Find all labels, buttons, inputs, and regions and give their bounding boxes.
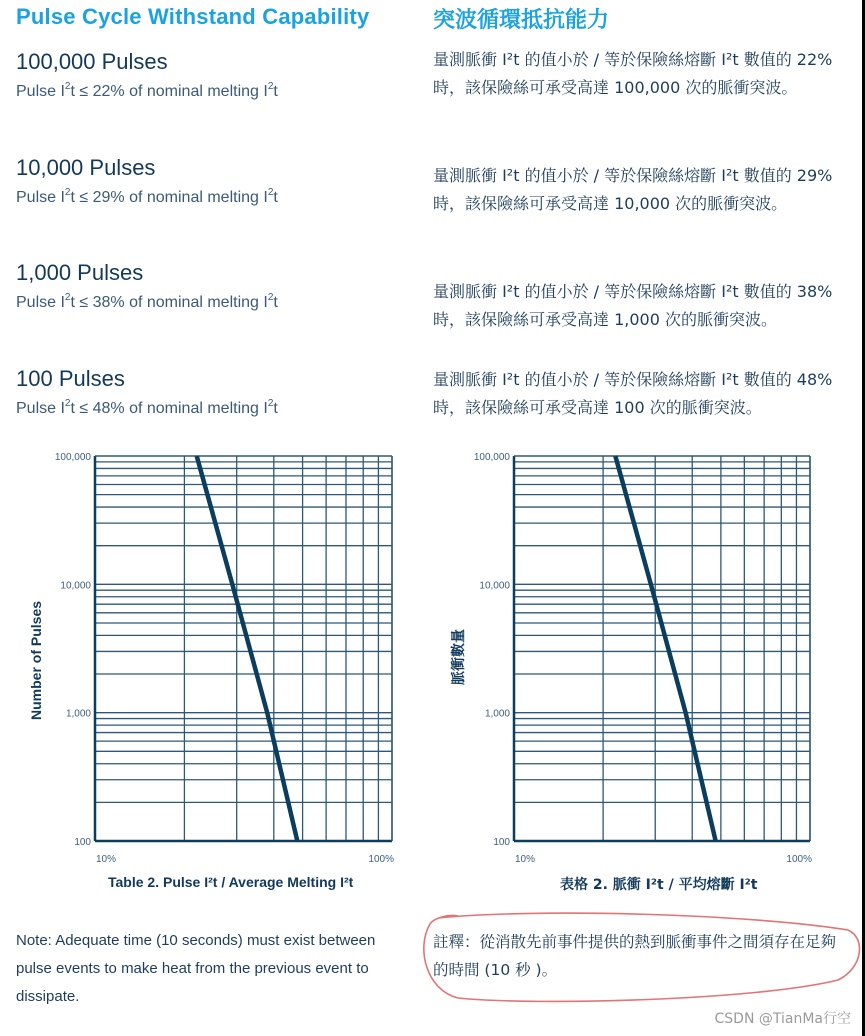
- svg-text:100: 100: [74, 837, 91, 848]
- chart-right-ylabel: 脈衝數量: [451, 629, 467, 685]
- pulse-desc-zh-1000: 量測脈衝 I²t 的值小於 / 等於保險絲熔斷 I²t 數值的 38% 時，該保險絲可承受高達 1,000 次的脈衝突波。: [433, 282, 833, 329]
- pulse-chart-plot: [40, 450, 400, 875]
- pulse-spec-1000: [16, 259, 278, 314]
- pulse-condition: Pulse $I^2t \le 48\%$ of nominal melting $I^2t$: [16, 398, 278, 417]
- svg-text:100%: 100%: [368, 854, 394, 865]
- pulse-chart-plot: [460, 450, 820, 875]
- pulse-heading: 100,000 Pulses: [16, 49, 168, 74]
- pulse-condition: Pulse $I^2t \le 22\%$ of nominal melting $I^2t$: [16, 81, 278, 100]
- pulse-spec-100000: [16, 48, 278, 103]
- chart-left-xlabel: Table 2. Pulse I²t / Average Melting I²t: [108, 874, 354, 890]
- svg-text:10,000: 10,000: [60, 580, 91, 592]
- svg-text:100%: 100%: [786, 854, 812, 865]
- page-title-en: Pulse Cycle Withstand Capability: [16, 4, 370, 29]
- page-title-zh: 突波循環抵抗能力: [433, 8, 610, 33]
- chart-right-zh: [460, 450, 820, 875]
- svg-text:100,000: 100,000: [54, 452, 91, 463]
- svg-text:10,000: 10,000: [479, 580, 510, 592]
- svg-text:1,000: 1,000: [484, 708, 510, 720]
- pulse-spec-10000: [16, 154, 278, 209]
- svg-text:1,000: 1,000: [65, 708, 91, 720]
- chart-left-en: [40, 450, 400, 875]
- pulse-spec-100: [16, 365, 278, 420]
- pulse-condition: Pulse $I^2t \le 29\%$ of nominal melting $I^2t$: [16, 187, 278, 206]
- svg-text:10%: 10%: [515, 854, 536, 865]
- pulse-heading: 1,000 Pulses: [16, 260, 144, 285]
- chart-left-ylabel: Number of Pulses: [28, 600, 44, 720]
- pulse-heading: 10,000 Pulses: [16, 155, 156, 180]
- svg-text:100,000: 100,000: [473, 452, 510, 463]
- svg-text:10%: 10%: [96, 854, 117, 865]
- svg-text:100: 100: [493, 837, 510, 848]
- note-zh: 註釋：從消散先前事件提供的熱到脈衝事件之間須存在足夠的時間 (10 秒 )。: [433, 933, 837, 979]
- pulse-desc-zh-100: 量測脈衝 I²t 的值小於 / 等於保險絲熔斷 I²t 數值的 48% 時，該保險絲可承受高達 100 次的脈衝突波。: [433, 370, 833, 417]
- pulse-desc-zh-100000: 量測脈衝 I²t 的值小於 / 等於保險絲熔斷 I²t 數值的 22% 時，該保險絲可承受高達 100,000 次的脈衝突波。: [433, 50, 833, 97]
- pulse-condition: Pulse $I^2t \le 38\%$ of nominal melting $I^2t$: [16, 292, 278, 311]
- note-en: Note: Adequate time (10 seconds) must exist between pulse events to make heat from the previous event to dissipate.: [16, 932, 376, 1005]
- pulse-desc-zh-10000: 量測脈衝 I²t 的值小於 / 等於保險絲熔斷 I²t 數值的 29% 時，該保險絲可承受高達 10,000 次的脈衝突波。: [433, 166, 833, 213]
- watermark: CSDN @TianMa行空: [714, 1011, 851, 1027]
- chart-right-xlabel: 表格 2. 脈衝 I²t / 平均熔斷 I²t: [560, 877, 758, 893]
- pulse-heading: 100 Pulses: [16, 366, 125, 391]
